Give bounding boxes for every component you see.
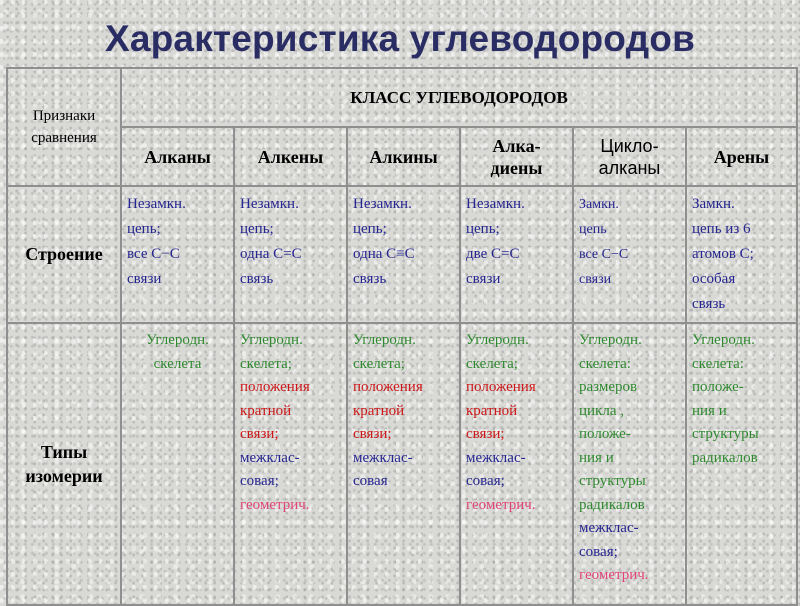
row-label-isomerism-line-2: изомерии [25,466,103,486]
row-structure [7,186,797,323]
cell-line: цепь; [353,221,387,237]
cell-line: кратной [466,402,518,419]
cell-line: межклас- [579,520,639,536]
cell-line: совая [353,473,388,489]
class-arenes [686,127,797,186]
cell-line: связь [353,271,387,287]
cell-line: атомов С; [692,246,754,262]
cell-line: радикалов [692,449,758,466]
cell-line: размеров [579,379,638,395]
cell-line: положения [466,379,536,395]
isomerism-cell [121,323,234,605]
class-header: КЛАСС УГЛЕВОДОРОДОВ [121,68,797,127]
cell-line: Замкн. [579,197,619,212]
class-alkynes-label: Алкины [369,146,438,167]
structure-cell [347,186,460,323]
cell-line: положе- [579,426,631,442]
cell-line: положения [240,379,310,395]
cell-line: структуры [579,473,646,489]
header-row-2 [7,127,797,186]
class-cycloalkanes-label-1: Цикло- [600,135,659,156]
class-alkanes [121,127,234,186]
cell-line: связи [579,272,612,287]
structure-cell [460,186,573,323]
cell-line: ния и [579,449,614,466]
cell-line: скелета: [692,355,744,372]
cell-line: цепь из 6 [692,221,751,237]
cell-line: одна С≡С [353,246,415,262]
class-alkadienes-label-1: Алка- [492,135,541,156]
class-alkynes [347,127,460,186]
class-alkenes-label: Алкены [257,146,324,167]
cell-line: Незамкн. [127,196,186,212]
cell-line: межклас- [240,449,300,466]
cell-line: кратной [353,402,405,419]
row-isomerism [7,323,797,605]
cell-line: все С−С [579,247,629,262]
row-label-structure [7,186,121,323]
cell-line: кратной [240,402,292,419]
cell-line: цепь; [466,221,500,237]
cell-line: скелета [153,355,202,372]
class-alkenes [234,127,347,186]
class-alkadienes [460,127,573,186]
cell-line: скелета; [240,355,292,372]
cell-line: Углеродн. [466,332,529,348]
criteria-header-line-1: Признаки [32,108,96,124]
cell-line: связи; [466,426,505,442]
class-alkadienes-label-2: диены [490,157,543,178]
cell-line: Незамкн. [466,196,525,212]
row-label-structure-text: Строение [25,244,103,264]
cell-line: геометрич. [466,496,536,513]
hydrocarbon-comparison-table [6,67,798,606]
cell-line: цепь; [127,221,161,237]
cell-line: цикла , [579,402,624,419]
cell-line: скелета; [353,355,405,372]
cell-line: Незамкн. [353,196,412,212]
cell-line: связь [240,271,274,287]
cell-line: цепь [579,222,607,237]
cell-line: Углеродн. [146,332,209,348]
cell-line: положе- [692,379,744,395]
cell-line: все С−С [127,246,180,262]
cell-line: Незамкн. [240,196,299,212]
row-label-isomerism [7,323,121,605]
cell-line: одна С=С [240,246,302,262]
cell-line: цепь; [240,221,274,237]
criteria-header-line-2: сравнения [31,130,97,146]
structure-cell [686,186,797,323]
cell-line: Углеродн. [240,332,303,348]
cell-line: положения [353,379,423,395]
structure-cell [234,186,347,323]
class-cycloalkanes-label-2: алканы [598,157,661,178]
structure-cell [573,186,686,323]
criteria-header-cell [7,68,121,186]
isomerism-cell [234,323,347,605]
page-title: Характеристика углеводородов [104,18,696,59]
cell-line: радикалов [579,496,645,513]
cell-line: связи; [353,426,392,442]
cell-line: связи; [240,426,279,442]
cell-line: особая [692,271,736,287]
class-arenes-label: Арены [713,146,770,167]
cell-line: геометрич. [240,496,310,513]
row-label-isomerism-line-1: Типы [40,442,88,462]
isomerism-cell [686,323,797,605]
cell-line: Углеродн. [353,332,416,348]
cell-line: ния и [692,402,727,419]
cell-line: связи [466,271,501,287]
cell-line: совая; [579,543,618,560]
cell-line: совая; [240,473,279,489]
cell-line: совая; [466,473,505,489]
isomerism-cell [573,323,686,605]
header-row-1 [7,68,797,127]
class-cycloalkanes [573,127,686,186]
structure-cell [121,186,234,323]
cell-line: Углеродн. [692,332,755,348]
cell-line: межклас- [353,449,413,466]
cell-line: скелета; [466,355,518,372]
cell-line: скелета: [579,355,631,372]
cell-line: геометрич. [579,567,649,583]
isomerism-cell [460,323,573,605]
cell-line: связи [127,271,162,287]
cell-line: структуры [692,426,759,442]
isomerism-cell [347,323,460,605]
cell-line: Углеродн. [579,332,642,348]
cell-line: межклас- [466,449,526,466]
cell-line: Замкн. [692,196,735,212]
cell-line: связь [692,296,726,312]
cell-line: две С=С [466,246,520,262]
class-alkanes-label: Алканы [144,146,211,167]
